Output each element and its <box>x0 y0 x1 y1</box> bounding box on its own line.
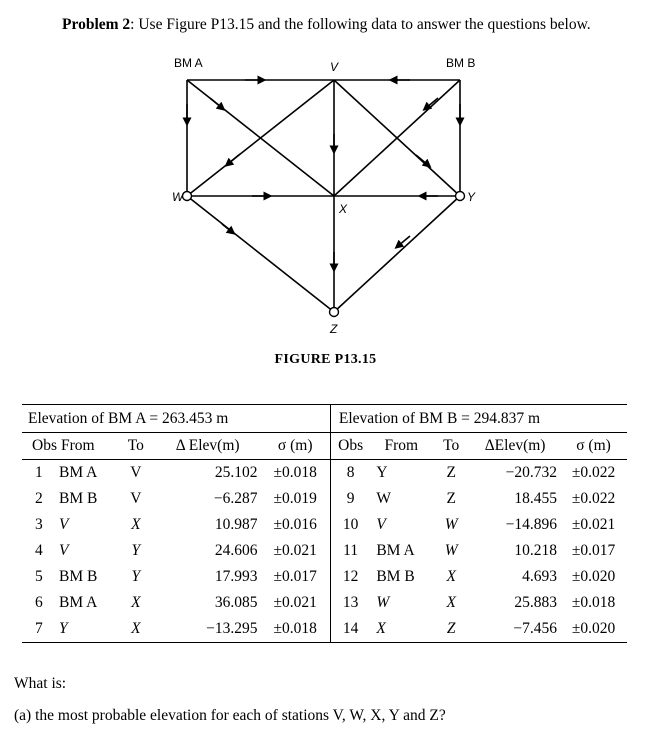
col-elev-left: Δ Elev(m) <box>155 433 261 460</box>
left-from: BM A <box>58 464 98 481</box>
left-obs: 1 <box>35 464 43 481</box>
line-y-z <box>334 196 460 312</box>
label-bmb: BM B <box>446 56 476 70</box>
what-is-label: What is: <box>14 675 67 692</box>
left-to: X <box>117 616 155 643</box>
question-a: (a) the most probable elevation for each of stations V, W, X, Y and Z? <box>14 707 446 724</box>
right-to: Z <box>446 490 456 507</box>
table-row <box>22 616 627 643</box>
arrow-v-y <box>416 155 428 165</box>
table-row <box>22 460 627 487</box>
right-from: BM B <box>376 568 415 585</box>
right-to: Z <box>446 464 456 481</box>
left-obs: 6 <box>35 594 43 611</box>
table-row <box>22 564 627 590</box>
problem-label: Problem 2 <box>62 16 131 33</box>
table-row <box>22 538 627 564</box>
left-sigma: ±0.018 <box>261 616 331 643</box>
left-elevation-header: Elevation of BM A = 263.453 m <box>22 405 330 433</box>
left-obs: 2 <box>35 490 43 507</box>
table-row <box>22 486 627 512</box>
left-from: BM B <box>58 568 98 585</box>
right-from: Y <box>376 464 388 481</box>
right-from: BM A <box>376 542 415 559</box>
right-sigma: ±0.022 <box>571 490 616 507</box>
table-row <box>22 590 627 616</box>
right-elev: −14.896 <box>505 516 558 533</box>
left-sigma: ±0.019 <box>261 486 331 512</box>
column-header-row <box>22 433 627 460</box>
right-to: X <box>446 568 456 585</box>
right-to: X <box>446 594 456 611</box>
elevation-header-row <box>22 405 627 433</box>
right-obs: 9 <box>346 490 355 507</box>
arrow-bma-x <box>210 98 222 108</box>
left-from: V <box>58 516 69 533</box>
arrow-w-z <box>222 224 232 232</box>
right-obs: 12 <box>342 568 359 585</box>
label-v: V <box>330 60 339 74</box>
right-to: Z <box>432 616 470 643</box>
col-to-right: To <box>432 433 470 460</box>
table-row <box>22 512 627 538</box>
right-sigma: ±0.017 <box>571 542 616 559</box>
line-w-z <box>187 196 334 312</box>
col-from-left: From <box>57 433 117 460</box>
left-sigma: ±0.017 <box>261 564 331 590</box>
left-obs: 5 <box>35 568 43 585</box>
left-elev: −6.287 <box>213 490 258 507</box>
label-y: Y <box>467 190 476 204</box>
left-obs: 3 <box>35 516 43 533</box>
left-to: Y <box>131 542 141 559</box>
left-to: V <box>130 464 142 481</box>
left-to: X <box>131 594 141 611</box>
leveling-network-figure <box>0 0 651 345</box>
col-obs-right: Obs <box>330 433 370 460</box>
right-elev: 25.883 <box>514 594 558 611</box>
data-table-wrapper <box>22 404 627 643</box>
right-from: X <box>370 616 432 643</box>
label-z: Z <box>330 322 338 336</box>
label-bma: BM A <box>174 56 203 70</box>
station-z-marker <box>330 308 339 317</box>
right-from: W <box>376 594 390 611</box>
col-obs-left: Obs <box>22 433 57 460</box>
col-sigma-right: σ (m) <box>560 433 627 460</box>
right-obs: 11 <box>343 542 359 559</box>
station-w-marker <box>183 192 192 201</box>
left-from: BM A <box>58 594 98 611</box>
figure-caption: FIGURE P13.15 <box>274 352 377 367</box>
right-sigma: ±0.018 <box>571 594 616 611</box>
right-elev: 4.693 <box>522 568 558 585</box>
col-from-right: From <box>370 433 432 460</box>
left-to: Y <box>131 568 141 585</box>
right-to: W <box>444 516 458 533</box>
right-obs: 8 <box>346 464 355 481</box>
right-sigma: ±0.022 <box>571 464 616 481</box>
left-sigma: ±0.018 <box>261 460 331 487</box>
label-x: X <box>339 202 348 216</box>
left-elev: −13.295 <box>155 616 261 643</box>
left-elev: 17.993 <box>214 568 258 585</box>
right-obs: 14 <box>330 616 370 643</box>
col-elev-right: ΔElev(m) <box>470 433 560 460</box>
arrow-v-w <box>228 154 240 164</box>
observation-table <box>22 404 627 643</box>
right-elev: −7.456 <box>470 616 560 643</box>
left-from: V <box>58 542 69 559</box>
right-sigma: ±0.020 <box>571 568 616 585</box>
right-sigma: ±0.021 <box>571 516 616 533</box>
left-elev: 24.606 <box>214 542 258 559</box>
left-elev: 25.102 <box>214 464 258 481</box>
left-sigma: ±0.021 <box>261 538 331 564</box>
left-to: V <box>130 490 142 507</box>
problem-text: : Use Figure P13.15 and the following data to answer the questions below. <box>130 16 591 33</box>
right-elev: 10.218 <box>514 542 558 559</box>
right-elev: 18.455 <box>514 490 558 507</box>
col-to-left: To <box>117 433 155 460</box>
right-from: V <box>376 516 386 533</box>
left-obs: 7 <box>22 616 57 643</box>
right-sigma: ±0.020 <box>560 616 627 643</box>
col-sigma-left: σ (m) <box>261 433 331 460</box>
left-elev: 36.085 <box>214 594 258 611</box>
left-obs: 4 <box>35 542 43 559</box>
right-to: W <box>444 542 458 559</box>
left-from: BM B <box>58 490 98 507</box>
right-obs: 13 <box>342 594 359 611</box>
label-w: W <box>172 190 184 204</box>
right-obs: 10 <box>342 516 359 533</box>
left-sigma: ±0.016 <box>261 512 331 538</box>
left-to: X <box>131 516 141 533</box>
left-sigma: ±0.021 <box>261 590 331 616</box>
right-elevation-header: Elevation of BM B = 294.837 m <box>330 405 627 433</box>
table-body <box>22 460 627 643</box>
left-from: Y <box>57 616 117 643</box>
left-elev: 10.987 <box>214 516 258 533</box>
right-elev: −20.732 <box>505 464 558 481</box>
station-y-marker <box>456 192 465 201</box>
right-from: W <box>376 490 391 507</box>
